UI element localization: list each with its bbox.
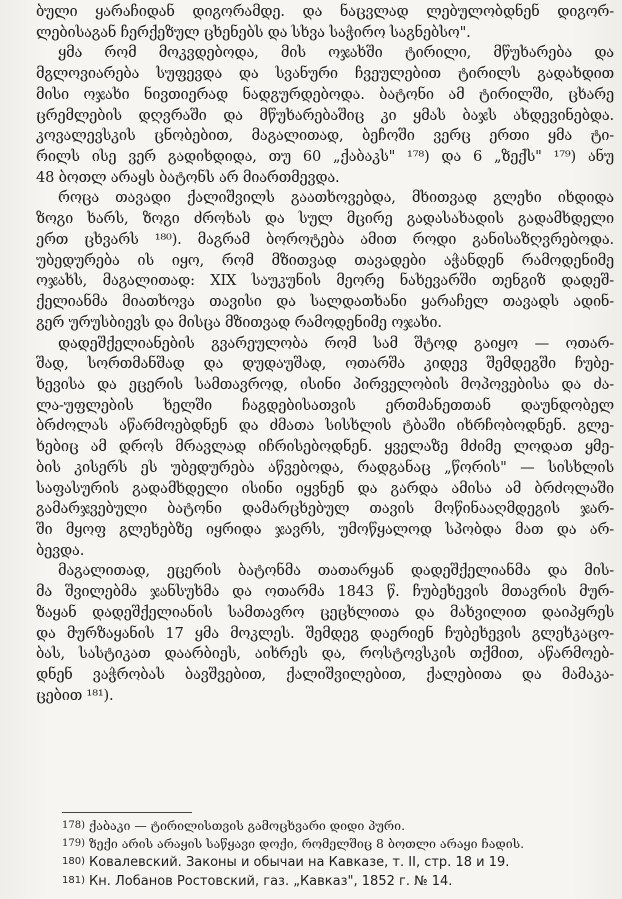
text-line: ყმა რომ მოკვდებოდა, მის ოჯახში ტირილი, მწუხარება და — [58, 44, 614, 62]
text-line: დადეშქელიანების გვარეულობა რომ სამ შტოდ გაიყო — ოთარ- — [58, 334, 614, 352]
text-line: ცებით ¹⁸¹). — [36, 686, 114, 704]
footnote-number: 181) — [62, 874, 85, 886]
text-line: ლებისაგან ჩერქეზულ ცხენებს და სხვა საჭირო საგნებსო". — [36, 23, 471, 41]
paragraph — [36, 2, 614, 43]
footnote-text: Кн. Лобанов Ростовский, газ. „Кавказ", 1852 г. № 14. — [89, 873, 453, 889]
text-line: ხებიც ამ დროს მრავლად იჩრისებოდნენ. ყველაზე მძიმე ლოდათ ყმე- — [36, 438, 614, 456]
text-line: ერთ ცხვარს ¹⁸⁰). მაგრამ ბოროტება ამით როდი განისაზღვრებოდა. — [36, 230, 614, 248]
footnote-text: ქაბაკი — ტირილისთვის გამოცხვარი დიდი პური. — [89, 818, 406, 833]
text-line: ბის კისერს ეს უბედურება აწვებოდა, რადგანაც „წორის" — სისხლის — [36, 458, 614, 476]
footnote-rule — [62, 812, 192, 813]
text-line: ხევისა და ეცერის სამთავროდ, ისინი პირველობის მოპოვებისა და ძა- — [36, 375, 614, 393]
text-line: ში მყოფ გლეხებზე იყრიდა ჯავრს, უმოწყალოდ სპობდა მათ და არ- — [36, 520, 614, 538]
text-line: შად, სორთმანშად და დუდაუშად, ოთარშა კიდევ შემდეგში ჩუბე- — [36, 355, 614, 373]
footnote-text: Ковалевский. Законы и обычаи на Кавказе, т. II, стр. 18 и 19. — [89, 855, 510, 871]
footnotes — [62, 812, 610, 890]
text-line: დნენ ვაჭრობას ბავშვებით, ქალიშვილებით, ქალებითა და მამაკა- — [36, 666, 614, 683]
footnote — [62, 853, 610, 871]
text-line: როცა თავადი ქალიშვილს გაათხოვებდა, მხითვად გლეხი იხდიდა — [58, 189, 614, 207]
text-line: ოჯახს, მაგალითად: XIX საუკუნის მეორე ნახევარში თენგიზ დადეშ- — [36, 272, 614, 290]
text-line: კოვალევსკის ცნობებით, მაგალითად, ბეჩოში ვერც ერთი ყმა ტი- — [36, 127, 614, 145]
text-line: მგლოვიარება სუფევდა და სვანური ჩვეულებით ტირილს გადახდით — [36, 65, 614, 83]
paragraph — [36, 43, 614, 188]
text-line: ბევდა. — [36, 541, 85, 559]
paragraph — [36, 334, 614, 562]
footnote-text: ზექი არის არაყის საწყავი დოქი, რომელშიც 8 ბოთლი არაყი ჩადის. — [89, 836, 525, 852]
text-line: გერ ურუსბიევს და მისცა მზითვად რამოდენიმე ოჯახი. — [36, 313, 442, 331]
text-line: და მურზაყანის 17 ყმა მოკლეს. შემდეგ დაერიენ ჩუბეხევის გლეხკაცო- — [36, 624, 614, 642]
text-line: მისი ოჯახი ნივთიერად ნადგურდებოდა. ბატონი ამ ტირილში, ცხარე — [36, 85, 614, 103]
text-line: უბედურება ის იყო, რომ მზითვად თავადები აჭანდენ რამოდენიმე — [36, 251, 614, 269]
text-line: მა შვილებმა ჯანსუხმა და ოთარმა 1843 წ. ჩუბეხევის მთავრის მურ- — [36, 583, 614, 601]
footnote — [62, 835, 610, 853]
text-line: ზაყან დადეშქელიანის სამთავრო ცეცხლითა და მახვილით დაიპყრეს — [36, 603, 614, 621]
text-line: საფასურის გადამხდელი ისინი იყვნენ და გარდა ამისა ამ ბრძოლაში — [36, 479, 614, 497]
body-text — [36, 2, 614, 706]
footnote-number: 179) — [62, 838, 85, 850]
paragraph — [36, 188, 614, 333]
footnote-list — [62, 817, 610, 890]
text-line: ბას, სასტიკათ დაარბიეს, აიხრეს და, როსტოვსკის თქმით, აწარმოებ- — [36, 645, 614, 663]
paragraph — [36, 561, 614, 706]
footnote — [62, 872, 610, 890]
text-line: 48 ბოთლ არაყს ბატონს არ მიართმევდა. — [36, 168, 340, 186]
text-line: გამარჯვებული ბატონი დამარცხებულ თავის მოწინააღმდეგის ჯარ- — [36, 500, 614, 518]
text-line: ქელიანმა მიათხოვა თავისი და სალდათხანი ყარაჩელ თავადს ადინ- — [36, 293, 614, 311]
text-line: ლა-უფლების ხელში ჩაგდებისათვის ერთმანეთთან დაუნდობელ — [36, 396, 614, 414]
text-line: ზოგი ხარს, ზოგი ძროხას და სულ მცირე გადასახადის გადამხდელი — [36, 210, 614, 228]
text-line: მაგალითად, ეცერის ბატონმა თათარყან დადეშქელიანმა და მის- — [58, 562, 614, 580]
text-line: ბული ყარაჩიდან დიგორამდე. და ნაცვლად ლებულობდნენ დიგორ- — [36, 3, 614, 20]
text-line: ცრემლების დღვრაში და მწუხარებაშიც კი ყმას ბაჯს ახდევინებდა. — [36, 106, 614, 124]
footnote-number: 180) — [62, 856, 85, 868]
footnote — [62, 817, 610, 835]
text-line: რილს ისე ვერ გადიხდიდა, თუ 60 „ქაბაკს" ¹⁷⁸) და 6 „ზექს" ¹⁷⁹) ანუ — [36, 148, 614, 166]
text-line: ბრძოლას აწარმოებდნენ და ძმათა სისხლის ტბაში იხრჩობოდნენ. გლე- — [36, 417, 614, 435]
footnote-number: 178) — [62, 820, 85, 831]
